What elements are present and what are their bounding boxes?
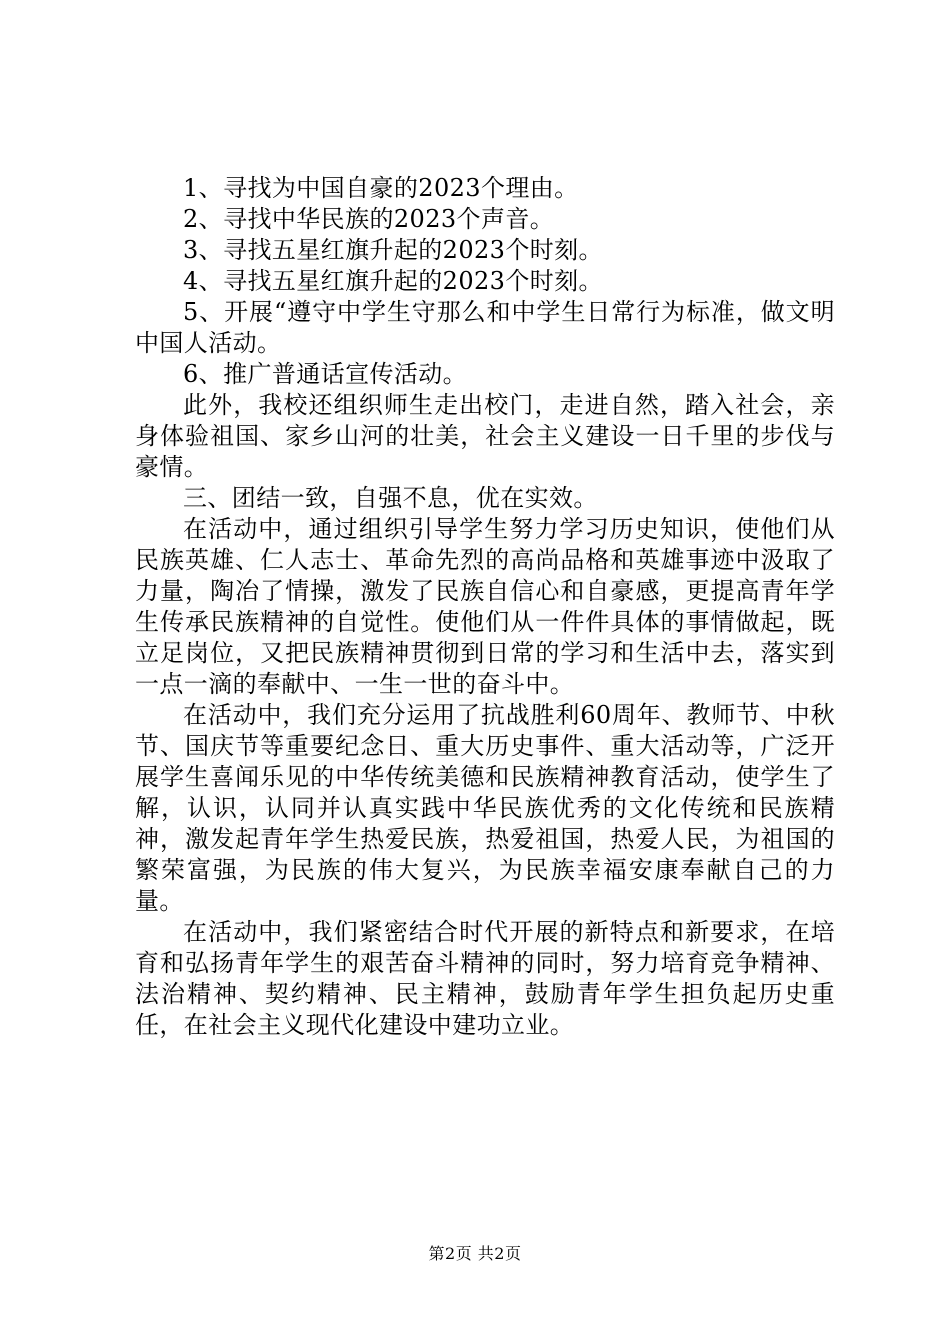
paragraph-commemorations: 在活动中，我们充分运用了抗战胜利60周年、教师节、中秋节、国庆节等重要纪念日、重大历史事件、重大活动等，广泛开展学生喜闻乐见的中华传统美德和民族精神教育活动，使学生了解，认识，认同并认真实践中华民族优秀的文化传统和民族精神，激发起青年学生热爱民族，热爱祖国，热爱人民，为祖国的繁荣富强，为民族的伟大复兴，为民族幸福安康奉献自己的力量。: [135, 701, 835, 915]
document-body: [135, 173, 835, 1041]
paragraph-extra-activities: 此外，我校还组织师生走出校门，走进自然，踏入社会，亲身体验祖国、家乡山河的壮美，社会主义建设一日千里的步伐与豪情。: [135, 391, 835, 481]
paragraph-history-learning: 在活动中，通过组织引导学生努力学习历史知识，使他们从民族英雄、仁人志士、革命先烈的高尚品格和英雄事迹中汲取了力量，陶冶了情操，激发了民族自信心和自豪感，更提高青年学生传承民族精神的自觉性。使他们从一件件具体的事情做起，既立足岗位，又把民族精神贯彻到日常的学习和生活中去，落实到一点一滴的奉献中、一生一世的奋斗中。: [135, 515, 835, 698]
paragraph-item-3: 3、寻找五星红旗升起的2023个时刻。: [183, 236, 603, 264]
section-heading-three: 三、团结一致，自强不息，优在实效。: [183, 484, 598, 512]
paragraph-item-2: 2、寻找中华民族的2023个声音。: [183, 205, 555, 233]
paragraph-item-1: 1、寻找为中国自豪的2023个理由。: [183, 174, 579, 202]
paragraph-item-5: 5、开展“遵守中学生守那么和中学生日常行为标准，做文明中国人活动。: [135, 298, 835, 357]
paragraph-item-4: 4、寻找五星红旗升起的2023个时刻。: [183, 267, 603, 295]
page-footer: [0, 1244, 950, 1264]
page-number-label: 第2页 共2页: [428, 1244, 522, 1263]
paragraph-new-era: 在活动中，我们紧密结合时代开展的新特点和新要求，在培育和弘扬青年学生的艰苦奋斗精神的同时，努力培育竞争精神、法治精神、契约精神、民主精神，鼓励青年学生担负起历史重任，在社会主义现代化建设中建功立业。: [135, 918, 835, 1039]
paragraph-item-6: 6、推广普通话宣传活动。: [183, 360, 468, 388]
